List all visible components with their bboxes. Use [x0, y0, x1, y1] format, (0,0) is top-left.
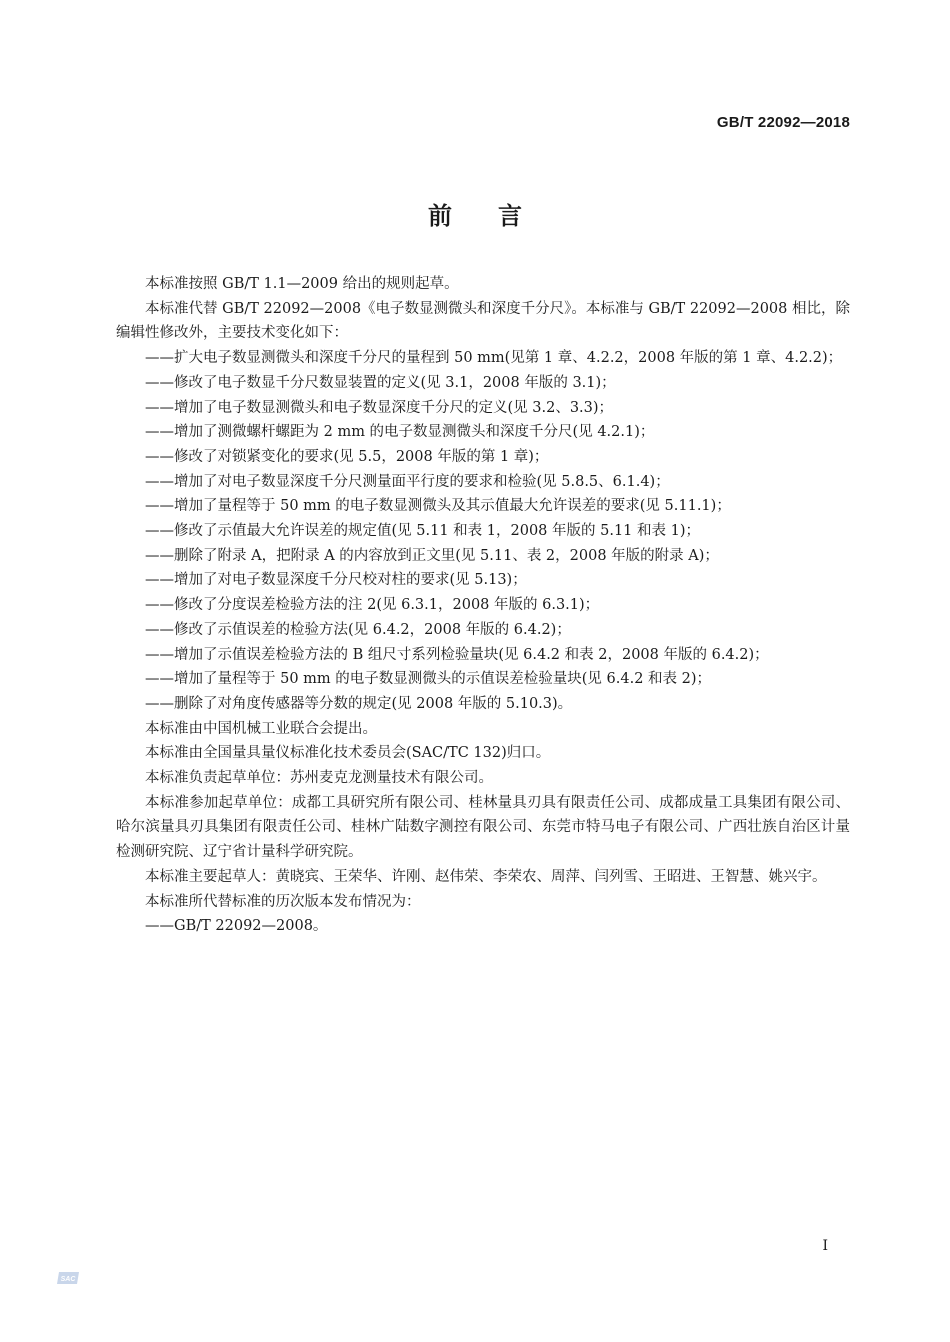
- page-number: I: [822, 1238, 828, 1254]
- paragraph-drafting-rules: 本标准按照 GB/T 1.1—2009 给出的规则起草。: [145, 276, 459, 292]
- change-item: ——增加了量程等于 50 mm 的电子数显测微头及其示值最大允许误差的要求(见 5.11.1)；: [145, 498, 731, 515]
- change-item: ——增加了对电子数显深度千分尺校对柱的要求(见 5.13)；: [145, 572, 527, 589]
- change-item: ——删除了对角度传感器等分数的规定(见 2008 年版的 5.10.3)。: [145, 695, 573, 712]
- history-item: ——GB/T 22092—2008。: [145, 918, 328, 935]
- change-item: ——增加了示值误差检验方法的 B 组尺寸系列检验量块(见 6.4.2 和表 2，2008 年版的 6.4.2)；: [145, 646, 769, 663]
- sac-logo-icon: [55, 1270, 81, 1286]
- change-item: ——修改了分度误差检验方法的注 2(见 6.3.1，2008 年版的 6.3.1)；: [145, 597, 600, 614]
- standard-number: GB/T 22092—2018: [716, 114, 850, 131]
- paragraph-committee: 本标准由全国量具量仪标准化技术委员会(SAC/TC 132)归口。: [145, 745, 551, 762]
- paragraph-proposer: 本标准由中国机械工业联合会提出。: [145, 720, 377, 737]
- change-item: ——修改了示值最大允许误差的规定值(见 5.11 和表 1，2008 年版的 5.11 和表 1)；: [145, 523, 700, 540]
- document-body: [116, 272, 850, 939]
- paragraph-main-drafters: 本标准主要起草人：黄晓宾、王荣华、许刚、赵伟荣、李荣农、周萍、闫列雪、王昭进、王智慧、姚兴宇。: [145, 868, 827, 885]
- change-item: ——增加了量程等于 50 mm 的电子数显测微头的示值误差检验量块(见 6.4.2 和表 2)；: [145, 671, 712, 688]
- paragraph-replacement: 本标准代替 GB/T 22092—2008《电子数显测微头和深度千分尺》。本标准与 GB/T 22092—2008 相比，除编辑性修改外，主要技术变化如下：: [116, 300, 850, 342]
- change-item: ——删除了附录 A，把附录 A 的内容放到正文里(见 5.11、表 2，2008 年版的附录 A)；: [145, 547, 719, 564]
- paragraph-history-intro: 本标准所代替标准的历次版本发布情况为：: [145, 893, 421, 910]
- change-item: ——扩大电子数显测微头和深度千分尺的量程到 50 mm(见第 1 章、4.2.2，2008 年版的第 1 章、4.2.2)；: [145, 350, 843, 367]
- change-item: ——增加了电子数显测微头和电子数显深度千分尺的定义(见 3.2、3.3)；: [145, 399, 614, 416]
- change-item: ——增加了对电子数显深度千分尺测量面平行度的要求和检验(见 5.8.5、6.1.4)；: [145, 473, 670, 490]
- paragraph-participating-units: 本标准参加起草单位：成都工具研究所有限公司、桂林量具刃具有限责任公司、成都成量工具集团有限公司、哈尔滨量具刃具集团有限责任公司、桂林广陆数字测控有限公司、东莞市特马电子有限公司、广西壮族自治区计量检测研究院、辽宁省计量科学研究院。: [116, 794, 850, 861]
- change-item: ——修改了对锁紧变化的要求(见 5.5，2008 年版的第 1 章)；: [145, 448, 549, 465]
- page-title: 前言: [428, 202, 568, 230]
- change-item: ——修改了示值误差的检验方法(见 6.4.2，2008 年版的 6.4.2)；: [145, 621, 571, 638]
- change-item: ——修改了电子数显千分尺数显装置的定义(见 3.1，2008 年版的 3.1)；: [145, 374, 616, 391]
- paragraph-lead-drafter: 本标准负责起草单位：苏州麦克龙测量技术有限公司。: [145, 770, 493, 787]
- svg-text:SAC: SAC: [60, 1276, 76, 1283]
- change-item: ——增加了测微螺杆螺距为 2 mm 的电子数显测微头和深度千分尺(见 4.2.1)；: [145, 424, 655, 441]
